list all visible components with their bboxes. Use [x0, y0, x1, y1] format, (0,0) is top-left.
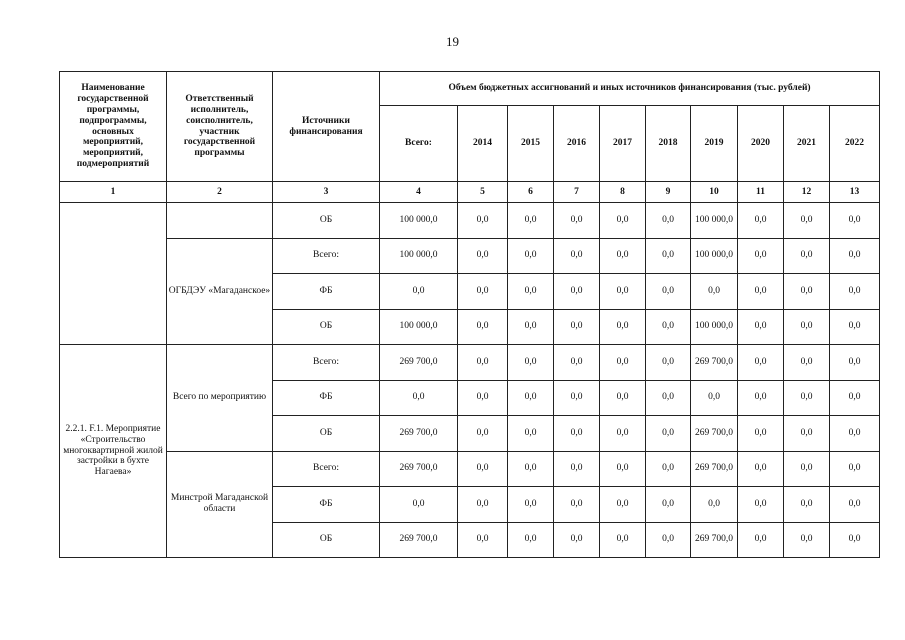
header-year: 2017 — [600, 106, 646, 182]
value-2020: 0,0 — [738, 274, 784, 310]
value-2021: 0,0 — [784, 309, 830, 345]
value-2021: 0,0 — [784, 380, 830, 416]
responsible-ogbdeu: ОГБДЭУ «Магаданское» — [167, 238, 273, 345]
value-2015: 0,0 — [508, 238, 554, 274]
responsible-cell — [167, 203, 273, 239]
value-2022: 0,0 — [830, 416, 880, 452]
value-2014: 0,0 — [458, 451, 508, 487]
total-cell: 0,0 — [380, 274, 458, 310]
value-2015: 0,0 — [508, 345, 554, 381]
value-2016: 0,0 — [554, 522, 600, 558]
value-2015: 0,0 — [508, 380, 554, 416]
source-cell: ОБ — [273, 416, 380, 452]
value-2020: 0,0 — [738, 522, 784, 558]
header-year: 2014 — [458, 106, 508, 182]
header-year: 2021 — [784, 106, 830, 182]
source-cell: ОБ — [273, 309, 380, 345]
value-2015: 0,0 — [508, 487, 554, 523]
table-row — [60, 238, 880, 274]
value-2020: 0,0 — [738, 416, 784, 452]
program-name-cell — [60, 203, 167, 345]
value-2022: 0,0 — [830, 238, 880, 274]
value-2016: 0,0 — [554, 487, 600, 523]
value-2016: 0,0 — [554, 451, 600, 487]
value-2018: 0,0 — [646, 203, 691, 239]
value-2020: 0,0 — [738, 345, 784, 381]
column-number: 8 — [600, 182, 646, 203]
value-2022: 0,0 — [830, 380, 880, 416]
value-2017: 0,0 — [600, 203, 646, 239]
column-number: 11 — [738, 182, 784, 203]
column-number: 2 — [167, 182, 273, 203]
column-number: 4 — [380, 182, 458, 203]
value-2016: 0,0 — [554, 309, 600, 345]
value-2014: 0,0 — [458, 416, 508, 452]
value-2020: 0,0 — [738, 238, 784, 274]
value-2017: 0,0 — [600, 309, 646, 345]
source-cell: ФБ — [273, 487, 380, 523]
header-year: 2019 — [691, 106, 738, 182]
header-year: 2020 — [738, 106, 784, 182]
value-2019: 0,0 — [691, 380, 738, 416]
value-2021: 0,0 — [784, 522, 830, 558]
value-2019: 269 700,0 — [691, 451, 738, 487]
value-2019: 100 000,0 — [691, 309, 738, 345]
total-cell: 100 000,0 — [380, 203, 458, 239]
value-2018: 0,0 — [646, 274, 691, 310]
value-2016: 0,0 — [554, 238, 600, 274]
column-number: 3 — [273, 182, 380, 203]
value-2014: 0,0 — [458, 238, 508, 274]
value-2019: 0,0 — [691, 274, 738, 310]
value-2018: 0,0 — [646, 238, 691, 274]
value-2015: 0,0 — [508, 522, 554, 558]
value-2018: 0,0 — [646, 451, 691, 487]
header-total: Всего: — [380, 106, 458, 182]
value-2016: 0,0 — [554, 203, 600, 239]
value-2021: 0,0 — [784, 487, 830, 523]
value-2022: 0,0 — [830, 345, 880, 381]
value-2018: 0,0 — [646, 309, 691, 345]
value-2020: 0,0 — [738, 451, 784, 487]
value-2020: 0,0 — [738, 487, 784, 523]
value-2015: 0,0 — [508, 309, 554, 345]
column-number-row — [60, 182, 880, 203]
header-sources: Источники финансирования — [273, 72, 380, 182]
value-2016: 0,0 — [554, 380, 600, 416]
source-cell: ФБ — [273, 274, 380, 310]
column-number: 1 — [60, 182, 167, 203]
value-2014: 0,0 — [458, 522, 508, 558]
value-2017: 0,0 — [600, 380, 646, 416]
column-number: 13 — [830, 182, 880, 203]
value-2018: 0,0 — [646, 522, 691, 558]
value-2022: 0,0 — [830, 203, 880, 239]
value-2016: 0,0 — [554, 416, 600, 452]
total-cell: 100 000,0 — [380, 309, 458, 345]
value-2018: 0,0 — [646, 380, 691, 416]
value-2019: 100 000,0 — [691, 238, 738, 274]
value-2021: 0,0 — [784, 451, 830, 487]
value-2015: 0,0 — [508, 203, 554, 239]
total-cell: 0,0 — [380, 487, 458, 523]
value-2018: 0,0 — [646, 487, 691, 523]
responsible-event-total: Всего по мероприятию — [167, 345, 273, 452]
event-name-cell: 2.2.1. F.1. Мероприятие «Строительство многоквартирной жилой застройки в бухте Нагаева» — [60, 345, 167, 558]
total-cell: 269 700,0 — [380, 522, 458, 558]
value-2021: 0,0 — [784, 203, 830, 239]
table-row — [60, 203, 880, 239]
column-number: 9 — [646, 182, 691, 203]
total-cell: 269 700,0 — [380, 451, 458, 487]
column-number: 7 — [554, 182, 600, 203]
value-2015: 0,0 — [508, 451, 554, 487]
total-cell: 0,0 — [380, 380, 458, 416]
header-program-name: Наименование государственной программы, подпрограммы, основных мероприятий, мероприятий, подмероприятий — [60, 72, 167, 182]
value-2019: 269 700,0 — [691, 522, 738, 558]
value-2021: 0,0 — [784, 274, 830, 310]
value-2016: 0,0 — [554, 345, 600, 381]
value-2022: 0,0 — [830, 451, 880, 487]
value-2018: 0,0 — [646, 416, 691, 452]
value-2021: 0,0 — [784, 416, 830, 452]
total-cell: 269 700,0 — [380, 416, 458, 452]
responsible-minstroy: Минстрой Магаданской области — [167, 451, 273, 558]
value-2022: 0,0 — [830, 487, 880, 523]
column-number: 6 — [508, 182, 554, 203]
value-2014: 0,0 — [458, 487, 508, 523]
value-2022: 0,0 — [830, 309, 880, 345]
value-2020: 0,0 — [738, 309, 784, 345]
value-2019: 0,0 — [691, 487, 738, 523]
header-year: 2015 — [508, 106, 554, 182]
value-2019: 269 700,0 — [691, 416, 738, 452]
value-2017: 0,0 — [600, 487, 646, 523]
value-2017: 0,0 — [600, 238, 646, 274]
value-2014: 0,0 — [458, 345, 508, 381]
page-number: 19 — [446, 34, 459, 49]
value-2017: 0,0 — [600, 522, 646, 558]
value-2015: 0,0 — [508, 274, 554, 310]
header-row-top — [60, 72, 880, 106]
header-year: 2022 — [830, 106, 880, 182]
value-2019: 269 700,0 — [691, 345, 738, 381]
value-2014: 0,0 — [458, 309, 508, 345]
value-2021: 0,0 — [784, 238, 830, 274]
value-2014: 0,0 — [458, 203, 508, 239]
source-cell: ОБ — [273, 522, 380, 558]
value-2018: 0,0 — [646, 345, 691, 381]
source-cell: Всего: — [273, 451, 380, 487]
header-responsible: Ответственный исполнитель, соисполнитель, участник государственной программы — [167, 72, 273, 182]
value-2017: 0,0 — [600, 416, 646, 452]
value-2022: 0,0 — [830, 522, 880, 558]
source-cell: Всего: — [273, 345, 380, 381]
source-cell: ФБ — [273, 380, 380, 416]
table-row — [60, 451, 880, 487]
table-row — [60, 345, 880, 381]
value-2015: 0,0 — [508, 416, 554, 452]
value-2021: 0,0 — [784, 345, 830, 381]
header-funding-group: Объем бюджетных ассигнований и иных источников финансирования (тыс. рублей) — [380, 72, 880, 106]
column-number: 5 — [458, 182, 508, 203]
value-2020: 0,0 — [738, 380, 784, 416]
value-2020: 0,0 — [738, 203, 784, 239]
total-cell: 100 000,0 — [380, 238, 458, 274]
total-cell: 269 700,0 — [380, 345, 458, 381]
value-2019: 100 000,0 — [691, 203, 738, 239]
source-cell: ОБ — [273, 203, 380, 239]
value-2014: 0,0 — [458, 380, 508, 416]
header-year: 2018 — [646, 106, 691, 182]
value-2014: 0,0 — [458, 274, 508, 310]
value-2017: 0,0 — [600, 345, 646, 381]
source-cell: Всего: — [273, 238, 380, 274]
column-number: 10 — [691, 182, 738, 203]
header-year: 2016 — [554, 106, 600, 182]
column-number: 12 — [784, 182, 830, 203]
value-2022: 0,0 — [830, 274, 880, 310]
budget-table — [59, 71, 880, 558]
value-2017: 0,0 — [600, 274, 646, 310]
value-2016: 0,0 — [554, 274, 600, 310]
value-2017: 0,0 — [600, 451, 646, 487]
